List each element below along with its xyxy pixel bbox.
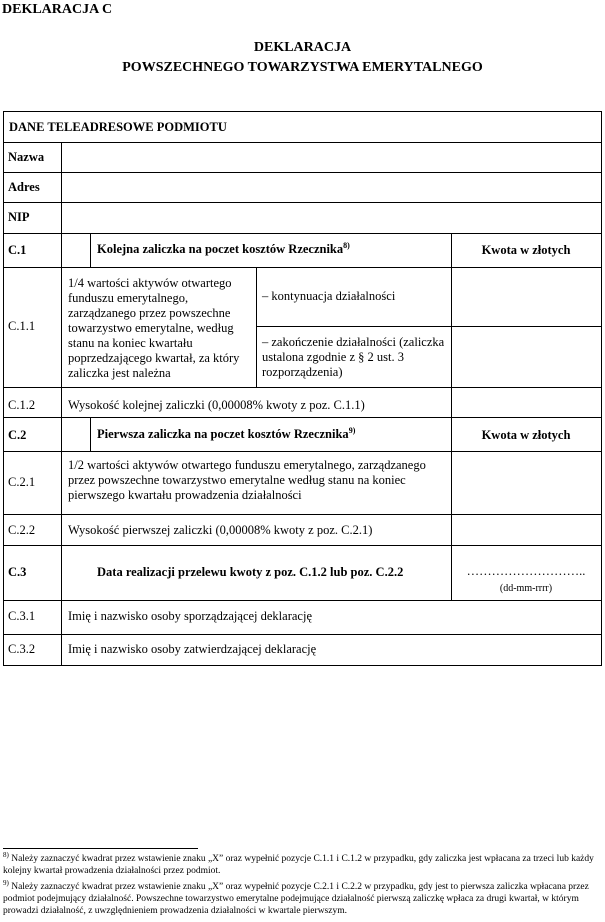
c2-title: Pierwsza zaliczka na poczet kosztów Rzecznika$^{9)}$ bbox=[97, 425, 356, 441]
c1-code: C.1 bbox=[8, 243, 27, 257]
c21-desc: 1/2 wartości aktywów otwartego funduszu emerytalnego, zarządzanego przez powszechne towarzystwo emerytalne według stanu na koniec pierwszego kwartału prowadzenia działalności bbox=[68, 458, 426, 502]
c2-code: C.2 bbox=[8, 428, 27, 442]
c31-code: C.3.1 bbox=[8, 609, 36, 623]
footnote-8: $^{8)}$ Należy zaznaczyć kwadrat przez wstawienie znaku „X” oraz wypełnić pozycje C.1.1 i C.1.2 w przypadku, gdy zaliczka jest wpłacana za trzeci lub każdy kolejny kwartał prowadzenia działalności przez podmiot. bbox=[3, 850, 594, 876]
adres-label: Adres bbox=[8, 180, 40, 194]
c2-amount-header: Kwota w złotych bbox=[481, 428, 571, 442]
page-subtitle: POWSZECHNEGO TOWARZYSTWA EMERYTALNEGO bbox=[122, 60, 483, 75]
c11-desc: 1/4 wartości aktywów otwartego funduszu emerytalnego, zarządzanego przez powszechne towarzystwo emerytalne, według stanu na koniec kwartału poprzedzającego kwartał, za który zaliczka jest należna bbox=[68, 276, 240, 380]
c31-desc: Imię i nazwisko osoby sporządzającej deklarację bbox=[68, 609, 312, 623]
c22-desc: Wysokość pierwszej zaliczki (0,00008% kwoty z poz. C.2.1) bbox=[68, 523, 373, 537]
c21-amount-field[interactable] bbox=[452, 452, 600, 513]
nazwa-label: Nazwa bbox=[8, 150, 45, 164]
c32-code: C.3.2 bbox=[8, 642, 36, 656]
c12-amount-field[interactable] bbox=[452, 388, 600, 416]
nip-field[interactable] bbox=[62, 203, 600, 232]
c1-amount-header: Kwota w złotych bbox=[481, 243, 571, 257]
c3-code: C.3 bbox=[8, 565, 27, 579]
c1-title: Kolejna zaliczka na poczet kosztów Rzecznika$^{8)}$ bbox=[97, 240, 350, 256]
c21-code: C.2.1 bbox=[8, 475, 36, 489]
header-label: DEKLARACJA C bbox=[2, 2, 113, 17]
c11-amount-field[interactable] bbox=[452, 268, 600, 386]
footnote-9: $^{9)}$ Należy zaznaczyć kwadrat przez wstawienie znaku „X” oraz wypełnić pozycje C.2.1 i C.2.2 w przypadku, gdy jest to pierwsza zaliczka wpłacana przez podmiot podejmujący działalność. Powszechne towarzystwo emerytalne podejmujące działalność pierwszą zaliczkę wpłaca za drugi kwartał, w którym prowadzi działalność, z uwzględnieniem prowadzenia działalności w kwartale pierwszym. bbox=[3, 878, 589, 916]
c22-amount-field[interactable] bbox=[452, 515, 600, 544]
nazwa-field[interactable] bbox=[62, 143, 600, 171]
adres-field[interactable] bbox=[62, 173, 600, 201]
c22-code: C.2.2 bbox=[8, 523, 36, 537]
page-title: DEKLARACJA bbox=[253, 40, 352, 55]
contact-section-title: DANE TELEADRESOWE PODMIOTU bbox=[9, 120, 227, 134]
footnote-separator bbox=[3, 848, 198, 849]
c3-date-field[interactable]: ……………………….. bbox=[466, 564, 586, 578]
c11-option-termination[interactable]: – zakończenie działalności (zaliczka ustalona zgodnie z § 2 ust. 3 rozporządzenia) bbox=[262, 335, 445, 379]
c11-option-continuation[interactable]: – kontynuacja działalności bbox=[262, 289, 396, 303]
c12-code: C.1.2 bbox=[8, 398, 36, 412]
c32-desc: Imię i nazwisko osoby zatwierdzającej deklarację bbox=[68, 642, 317, 656]
c12-desc: Wysokość kolejnej zaliczki (0,00008% kwoty z poz. C.1.1) bbox=[68, 398, 365, 412]
nip-label: NIP bbox=[8, 210, 30, 224]
c11-code: C.1.1 bbox=[8, 319, 36, 333]
declaration-table bbox=[3, 111, 602, 666]
c3-title: Data realizacji przelewu kwoty z poz. C.1.2 lub poz. C.2.2 bbox=[97, 565, 404, 579]
c3-date-format: (dd-mm-rrrr) bbox=[499, 583, 553, 594]
